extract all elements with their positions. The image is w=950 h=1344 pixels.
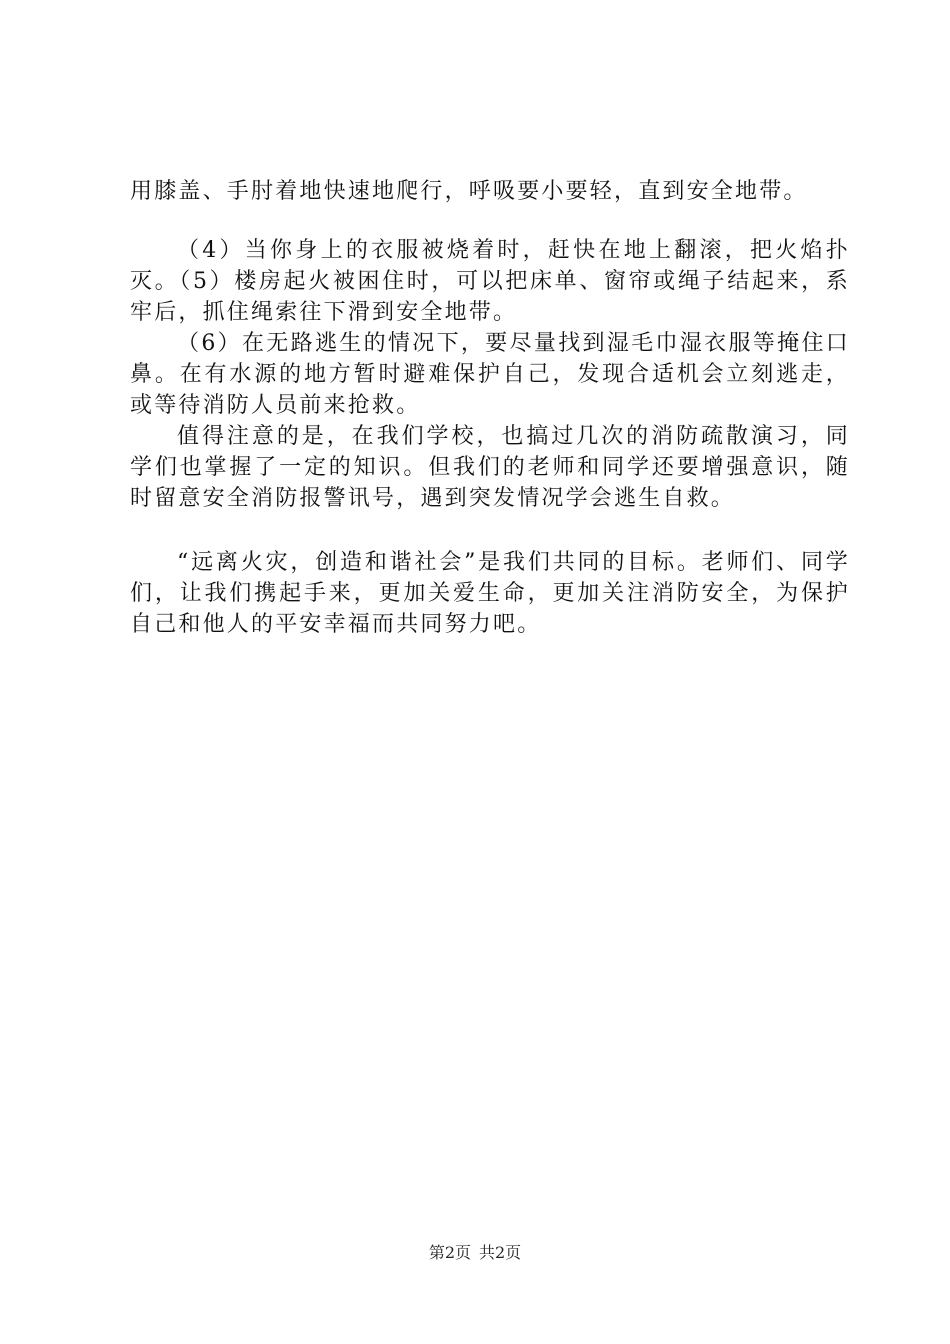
paragraph-no-escape-route: （6）在无路逃生的情况下，要尽量找到湿毛巾湿衣服等掩住口鼻。在有水源的地方暂时避难保护自己，发现合适机会立刻逃走，或等待消防人员前来抢救。 bbox=[130, 331, 850, 418]
page-total: 共2页 bbox=[479, 1243, 522, 1262]
page-footer bbox=[0, 1243, 950, 1263]
paragraph-school-drills: 值得注意的是，在我们学校，也搞过几次的消防疏散演习，同学们也掌握了一定的知识。但我们的老师和同学还要增强意识，随时留意安全消防报警讯号，遇到突发情况学会逃生自救。 bbox=[130, 424, 850, 511]
page-number: 第2页 bbox=[428, 1243, 471, 1262]
paragraph-clothes-on-fire: （4）当你身上的衣服被烧着时，赶快在地上翻滚，把火焰扑灭。（5）楼房起火被困住时，可以把床单、窗帘或绳子结起来，系牢后，抓住绳索往下滑到安全地带。 bbox=[130, 238, 850, 325]
paragraph-crawl-instructions: 用膝盖、手肘着地快速地爬行，呼吸要小要轻，直到安全地带。 bbox=[130, 179, 808, 204]
paragraph-closing-call: “远离火灾，创造和谐社会”是我们共同的目标。老师们、同学们，让我们携起手来，更加关爱生命，更加关注消防安全，为保护自己和他人的平安幸福而共同努力吧。 bbox=[130, 550, 850, 637]
